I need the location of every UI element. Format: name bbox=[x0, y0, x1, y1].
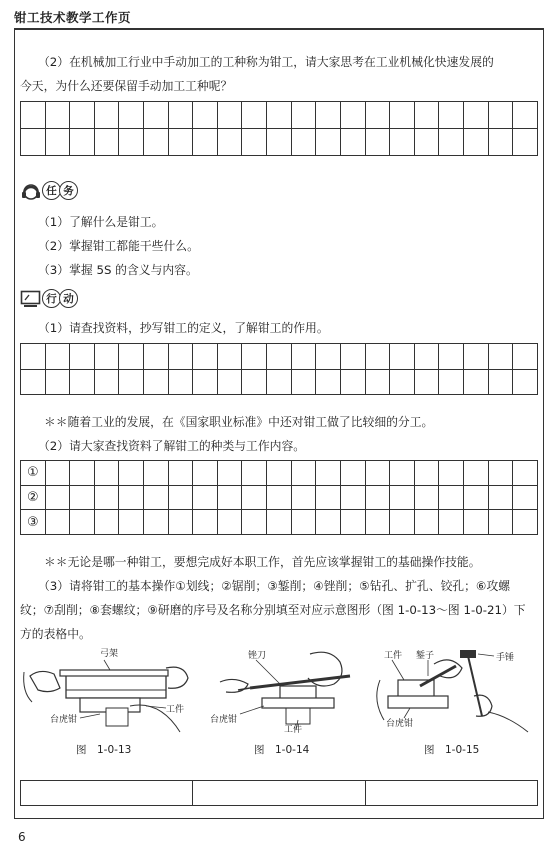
grid-cell[interactable] bbox=[94, 461, 119, 486]
figure-2-caption: 图 1-0-14 bbox=[254, 744, 310, 756]
answer-grid-3[interactable] bbox=[20, 460, 538, 535]
answer-grid-1[interactable] bbox=[20, 101, 538, 156]
figure-1-caption: 图 1-0-13 bbox=[76, 744, 132, 756]
grid-cell[interactable] bbox=[193, 344, 218, 370]
grid-cell[interactable] bbox=[70, 129, 95, 156]
grid-cell[interactable] bbox=[144, 485, 169, 510]
figure-3-answer-cell[interactable] bbox=[365, 781, 537, 806]
grid-cell[interactable] bbox=[414, 129, 439, 156]
grid-cell[interactable] bbox=[513, 510, 538, 535]
task-heading-char-1: 任 bbox=[42, 181, 61, 200]
figure-3-label-hammer: 手锤 bbox=[496, 653, 515, 663]
action-question-3-line-3: 方的表格中。 bbox=[20, 627, 91, 641]
grid-cell[interactable] bbox=[488, 344, 513, 370]
grid-cell[interactable] bbox=[513, 129, 538, 156]
action-note-1: ＊＊随着工业的发展，在《国家职业标准》中还对钳工做了比较细的分工。 bbox=[44, 415, 434, 429]
grid-cell[interactable] bbox=[340, 129, 365, 156]
grid-cell[interactable] bbox=[488, 461, 513, 486]
grid-cell[interactable] bbox=[513, 102, 538, 129]
grid-cell[interactable] bbox=[463, 485, 488, 510]
grid-cell[interactable] bbox=[267, 461, 292, 486]
task-heading-char-2: 务 bbox=[59, 181, 78, 200]
grid-cell[interactable] bbox=[144, 461, 169, 486]
grid-cell[interactable] bbox=[390, 485, 415, 510]
grid-cell[interactable] bbox=[168, 510, 193, 535]
grid-cell[interactable] bbox=[242, 102, 267, 129]
grid-cell[interactable] bbox=[291, 510, 316, 535]
grid-cell[interactable] bbox=[439, 485, 464, 510]
grid-cell[interactable] bbox=[94, 485, 119, 510]
grid-cell[interactable] bbox=[70, 485, 95, 510]
grid-cell[interactable] bbox=[414, 510, 439, 535]
grid-cell[interactable] bbox=[365, 461, 390, 486]
grid-cell[interactable] bbox=[488, 485, 513, 510]
grid-cell[interactable] bbox=[390, 461, 415, 486]
grid-cell[interactable] bbox=[340, 344, 365, 370]
grid-cell[interactable] bbox=[316, 510, 341, 535]
grid-cell[interactable] bbox=[439, 510, 464, 535]
figure-answer-table[interactable] bbox=[20, 780, 538, 806]
grid-cell[interactable] bbox=[70, 102, 95, 129]
figure-1-label-vise: 台虎钳 bbox=[50, 715, 78, 725]
grid-cell[interactable] bbox=[488, 510, 513, 535]
action-question-1: （1）请查找资料，抄写钳工的定义，了解钳工的作用。 bbox=[38, 321, 329, 335]
grid-cell[interactable] bbox=[217, 369, 242, 395]
figure-3-label-workpiece: 工件 bbox=[384, 651, 403, 661]
grid-cell[interactable] bbox=[291, 344, 316, 370]
grid-cell[interactable] bbox=[119, 461, 144, 486]
grid-cell[interactable] bbox=[168, 461, 193, 486]
grid-cell[interactable] bbox=[267, 129, 292, 156]
grid-cell[interactable] bbox=[168, 129, 193, 156]
grid-cell[interactable] bbox=[439, 129, 464, 156]
grid-cell[interactable] bbox=[390, 510, 415, 535]
grid-cell[interactable] bbox=[463, 102, 488, 129]
grid-cell[interactable] bbox=[119, 510, 144, 535]
grid-cell[interactable] bbox=[316, 344, 341, 370]
grid-cell[interactable] bbox=[242, 369, 267, 395]
grid-cell[interactable] bbox=[217, 485, 242, 510]
grid-cell[interactable] bbox=[119, 129, 144, 156]
grid-cell[interactable] bbox=[144, 510, 169, 535]
grid-cell[interactable] bbox=[119, 369, 144, 395]
figure-2-label-file: 锉刀 bbox=[248, 651, 267, 661]
grid-cell[interactable] bbox=[168, 485, 193, 510]
grid-cell[interactable] bbox=[414, 485, 439, 510]
grid-cell[interactable] bbox=[439, 461, 464, 486]
grid-cell[interactable] bbox=[414, 369, 439, 395]
grid-cell[interactable] bbox=[463, 129, 488, 156]
grid-cell[interactable] bbox=[390, 369, 415, 395]
grid-cell[interactable] bbox=[144, 102, 169, 129]
grid-cell[interactable] bbox=[390, 344, 415, 370]
grid-cell[interactable] bbox=[45, 102, 70, 129]
grid-cell[interactable] bbox=[217, 102, 242, 129]
grid-cell[interactable] bbox=[94, 102, 119, 129]
action-question-3-line-2: 纹；⑦刮削；⑧套螺纹；⑨研磨的序号及名称分别填至对应示意图形（图 1-0-13～图 1-0-21）下 bbox=[20, 603, 526, 617]
question-2-line-2: 今天，为什么还要保留手动加工工种呢？ bbox=[20, 79, 233, 93]
grid-cell[interactable] bbox=[217, 510, 242, 535]
grid-cell[interactable] bbox=[439, 369, 464, 395]
grid-cell[interactable] bbox=[144, 344, 169, 370]
grid-cell[interactable] bbox=[488, 129, 513, 156]
figure-1-label-workpiece: 工件 bbox=[166, 705, 185, 715]
figure-2-answer-cell[interactable] bbox=[193, 781, 365, 806]
grid-cell[interactable] bbox=[193, 485, 218, 510]
grid-cell[interactable] bbox=[168, 102, 193, 129]
grid-cell[interactable] bbox=[513, 485, 538, 510]
action-note-2: ＊＊无论是哪一种钳工，要想完成好本职工作，首先应该掌握钳工的基础操作技能。 bbox=[44, 555, 481, 569]
task-item-1: （1）了解什么是钳工。 bbox=[38, 215, 164, 229]
grid-cell[interactable] bbox=[390, 102, 415, 129]
figure-3-label-vise: 台虎钳 bbox=[386, 719, 414, 729]
grid-cell[interactable] bbox=[316, 369, 341, 395]
grid-cell[interactable] bbox=[365, 485, 390, 510]
grid-cell[interactable] bbox=[463, 369, 488, 395]
grid-cell[interactable] bbox=[193, 369, 218, 395]
grid-cell[interactable] bbox=[291, 461, 316, 486]
grid-cell[interactable] bbox=[513, 344, 538, 370]
answer-grid-2[interactable] bbox=[20, 343, 538, 395]
grid-cell[interactable] bbox=[193, 129, 218, 156]
grid-cell[interactable] bbox=[242, 129, 267, 156]
grid-cell[interactable] bbox=[45, 129, 70, 156]
grid-cell[interactable] bbox=[291, 129, 316, 156]
grid-cell[interactable] bbox=[45, 344, 70, 370]
grid-cell[interactable] bbox=[168, 369, 193, 395]
grid-cell[interactable] bbox=[193, 510, 218, 535]
grid-cell[interactable] bbox=[70, 369, 95, 395]
figure-chiseling bbox=[370, 646, 538, 734]
grid-cell[interactable] bbox=[144, 369, 169, 395]
figure-1-label-saw-frame: 弓架 bbox=[100, 649, 119, 659]
grid-cell[interactable] bbox=[193, 461, 218, 486]
grid-cell[interactable] bbox=[488, 369, 513, 395]
headset-icon bbox=[20, 182, 42, 200]
grid-cell[interactable] bbox=[217, 344, 242, 370]
grid-cell[interactable] bbox=[365, 510, 390, 535]
grid-cell[interactable] bbox=[488, 102, 513, 129]
grid-cell[interactable] bbox=[365, 344, 390, 370]
grid-cell[interactable] bbox=[340, 510, 365, 535]
grid-cell[interactable] bbox=[439, 344, 464, 370]
grid-cell[interactable] bbox=[45, 461, 70, 486]
question-2-line-1: （2）在机械加工行业中手动加工的工种称为钳工，请大家思考在工业机械化快速发展的 bbox=[38, 55, 494, 69]
grid-cell[interactable] bbox=[316, 129, 341, 156]
figure-2-label-vise: 台虎钳 bbox=[210, 715, 238, 725]
grid-cell[interactable] bbox=[463, 461, 488, 486]
grid-cell[interactable] bbox=[94, 369, 119, 395]
figure-filing bbox=[200, 646, 360, 734]
grid-cell[interactable] bbox=[119, 344, 144, 370]
task-item-3: （3）掌握 5S 的含义与内容。 bbox=[38, 263, 198, 277]
grid-cell[interactable] bbox=[291, 102, 316, 129]
grid-cell[interactable] bbox=[94, 510, 119, 535]
grid-cell[interactable] bbox=[119, 102, 144, 129]
task-item-2: （2）掌握钳工都能干些什么。 bbox=[38, 239, 199, 253]
figure-1-answer-cell[interactable] bbox=[21, 781, 193, 806]
grid-cell[interactable] bbox=[365, 129, 390, 156]
grid-cell[interactable] bbox=[291, 485, 316, 510]
row-label: ② bbox=[21, 485, 46, 510]
grid-cell[interactable] bbox=[168, 344, 193, 370]
grid-cell[interactable] bbox=[340, 461, 365, 486]
grid-cell[interactable] bbox=[414, 102, 439, 129]
header-title: 钳工技术教学工作页 bbox=[14, 10, 132, 25]
action-question-2: （2）请大家查找资料了解钳工的种类与工作内容。 bbox=[38, 439, 306, 453]
grid-cell[interactable] bbox=[340, 485, 365, 510]
grid-cell[interactable] bbox=[340, 369, 365, 395]
grid-cell[interactable] bbox=[267, 485, 292, 510]
figure-3-label-chisel: 錾子 bbox=[416, 651, 435, 661]
task-heading bbox=[20, 181, 78, 200]
grid-cell[interactable] bbox=[21, 369, 46, 395]
grid-cell[interactable] bbox=[463, 510, 488, 535]
grid-cell[interactable] bbox=[193, 102, 218, 129]
figure-sawing bbox=[20, 646, 192, 734]
grid-cell[interactable] bbox=[94, 129, 119, 156]
grid-cell[interactable] bbox=[217, 461, 242, 486]
grid-cell[interactable] bbox=[316, 461, 341, 486]
grid-cell[interactable] bbox=[267, 102, 292, 129]
grid-cell[interactable] bbox=[21, 129, 46, 156]
grid-cell[interactable] bbox=[70, 510, 95, 535]
grid-cell[interactable] bbox=[414, 461, 439, 486]
grid-cell[interactable] bbox=[21, 102, 46, 129]
monitor-icon bbox=[20, 290, 42, 308]
action-question-3-line-1: （3）请将钳工的基本操作①划线；②锯削；③錾削；④锉削；⑤钻孔、扩孔、铰孔；⑥攻螺 bbox=[38, 579, 511, 593]
grid-cell[interactable] bbox=[267, 369, 292, 395]
grid-cell[interactable] bbox=[267, 344, 292, 370]
grid-cell[interactable] bbox=[365, 102, 390, 129]
grid-cell[interactable] bbox=[439, 102, 464, 129]
grid-cell[interactable] bbox=[267, 510, 292, 535]
grid-cell[interactable] bbox=[340, 102, 365, 129]
page-number: 6 bbox=[18, 830, 26, 844]
grid-cell[interactable] bbox=[217, 129, 242, 156]
grid-cell[interactable] bbox=[70, 461, 95, 486]
grid-cell[interactable] bbox=[513, 461, 538, 486]
grid-cell[interactable] bbox=[45, 485, 70, 510]
grid-cell[interactable] bbox=[242, 485, 267, 510]
grid-cell[interactable] bbox=[21, 344, 46, 370]
action-heading-char-2: 动 bbox=[59, 289, 78, 308]
grid-cell[interactable] bbox=[316, 485, 341, 510]
row-label: ③ bbox=[21, 510, 46, 535]
grid-cell[interactable] bbox=[144, 129, 169, 156]
action-heading bbox=[20, 289, 78, 308]
grid-cell[interactable] bbox=[94, 344, 119, 370]
grid-cell[interactable] bbox=[390, 129, 415, 156]
grid-cell[interactable] bbox=[316, 102, 341, 129]
figure-2-label-workpiece: 工件 bbox=[284, 725, 303, 734]
grid-cell[interactable] bbox=[242, 344, 267, 370]
grid-cell[interactable] bbox=[513, 369, 538, 395]
grid-cell[interactable] bbox=[414, 344, 439, 370]
grid-cell[interactable] bbox=[45, 510, 70, 535]
grid-cell[interactable] bbox=[291, 369, 316, 395]
grid-cell[interactable] bbox=[242, 510, 267, 535]
figure-3-caption: 图 1-0-15 bbox=[424, 744, 480, 756]
grid-cell[interactable] bbox=[70, 344, 95, 370]
grid-cell[interactable] bbox=[365, 369, 390, 395]
action-heading-char-1: 行 bbox=[42, 289, 61, 308]
row-label: ① bbox=[21, 461, 46, 486]
grid-cell[interactable] bbox=[463, 344, 488, 370]
grid-cell[interactable] bbox=[119, 485, 144, 510]
grid-cell[interactable] bbox=[45, 369, 70, 395]
grid-cell[interactable] bbox=[242, 461, 267, 486]
